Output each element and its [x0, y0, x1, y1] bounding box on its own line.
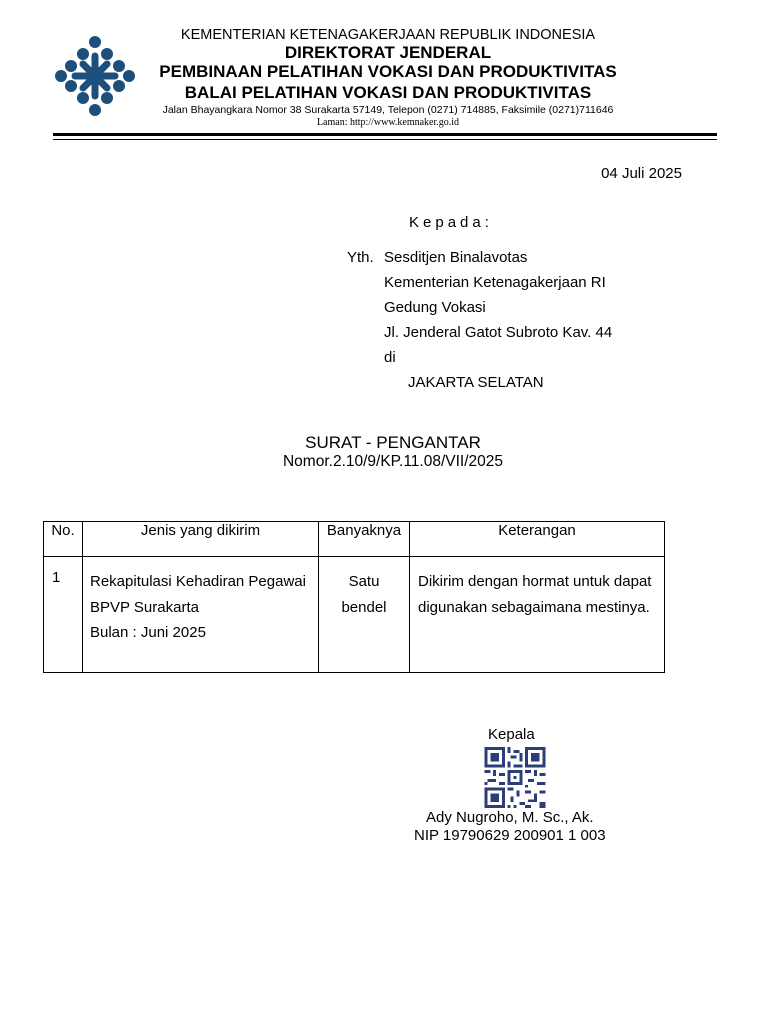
- table-row: [44, 557, 665, 673]
- cell-jenis: [83, 557, 319, 673]
- banyaknya-line: bendel: [341, 598, 387, 616]
- signer-nip: NIP 19790629 200901 1 003: [414, 827, 606, 844]
- keterangan-line: digunakan sebagaimana mestinya.: [418, 598, 650, 616]
- table-header-row: [44, 522, 665, 557]
- jenis-line: BPVP Surakarta: [90, 598, 199, 616]
- header-jenis: Jenis yang dikirim: [83, 522, 319, 557]
- header-banyaknya: Banyaknya: [319, 522, 410, 557]
- qr-code-icon: [483, 747, 547, 808]
- signer-position: Kepala: [488, 726, 535, 743]
- recipient-line: di: [384, 349, 396, 366]
- kemnaker-logo-icon: [54, 35, 136, 117]
- letterhead-divider-thin: [53, 139, 717, 140]
- yth-label: Yth.: [347, 249, 374, 266]
- recipient-line: Jl. Jenderal Gatot Subroto Kav. 44: [384, 324, 613, 341]
- cell-no: 1: [44, 557, 83, 673]
- header-no: No.: [44, 522, 83, 557]
- recipient-city: JAKARTA SELATAN: [408, 374, 544, 391]
- letterhead-address: Jalan Bhayangkara Nomor 38 Surakarta 57149, Telepon (0271) 714885, Faksimile (0271)711646: [162, 104, 614, 116]
- recipient-line: Kementerian Ketenagakerjaan RI: [384, 274, 606, 291]
- jenis-line: Bulan : Juni 2025: [90, 624, 206, 641]
- cell-banyaknya: [319, 557, 410, 673]
- signer-name: Ady Nugroho, M. Sc., Ak.: [426, 809, 594, 826]
- banyaknya-line: Satu: [348, 573, 380, 590]
- cell-keterangan: [410, 557, 665, 673]
- directorate-subtitle: PEMBINAAN PELATIHAN VOKASI DAN PRODUKTIVITAS: [159, 62, 617, 81]
- recipient-line: Gedung Vokasi: [384, 299, 486, 316]
- letterhead-divider-thick: [53, 133, 717, 136]
- institution-name: BALAI PELATIHAN VOKASI DAN PRODUKTIVITAS: [184, 83, 592, 102]
- letter-date: 04 Juli 2025: [601, 165, 682, 182]
- letterhead-website: Laman: http://www.kemnaker.go.id: [316, 117, 460, 128]
- recipient-line: Sesditjen Binalavotas: [384, 249, 528, 266]
- directorate-name: DIREKTORAT JENDERAL: [284, 43, 492, 62]
- header-keterangan: Keterangan: [410, 522, 665, 557]
- kepada-label: Kepada:: [409, 214, 493, 231]
- jenis-line: Rekapitulasi Kehadiran Pegawai: [90, 573, 306, 590]
- items-table: [43, 521, 665, 673]
- keterangan-line: Dikirim dengan hormat untuk dapat: [418, 573, 652, 590]
- letter-number: Nomor.2.10/9/KP.11.08/VII/2025: [282, 453, 504, 470]
- ministry-name: KEMENTERIAN KETENAGAKERJAAN REPUBLIK INDONESIA: [180, 27, 596, 43]
- letter-title: SURAT - PENGANTAR: [305, 433, 481, 452]
